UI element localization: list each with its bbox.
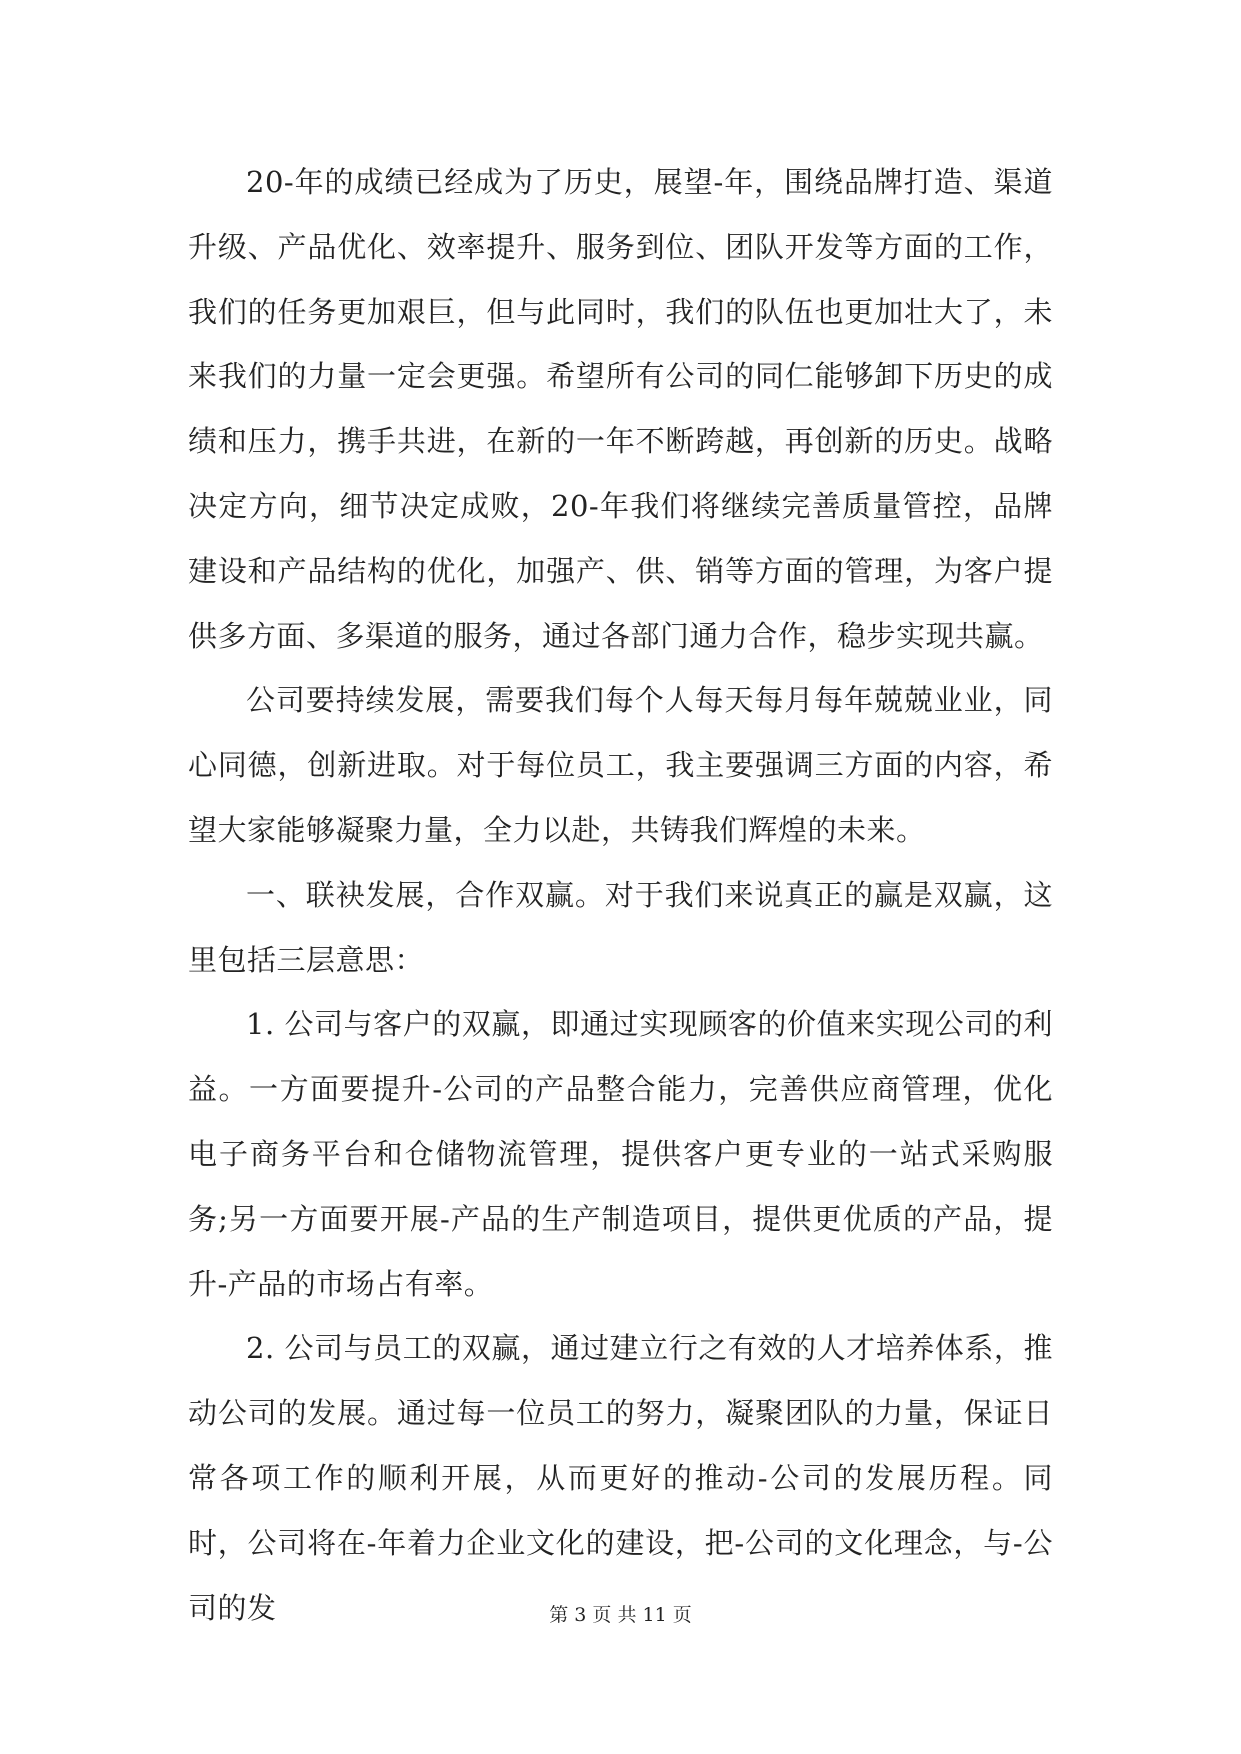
paragraph-3: 一、联袂发展，合作双赢。对于我们来说真正的赢是双赢，这里包括三层意思：	[188, 877, 1053, 977]
paragraph-5: 2. 公司与员工的双赢，通过建立行之有效的人才培养体系，推动公司的发展。通过每一位员工的努力，凝聚团队的力量，保证日常各项工作的顺利开展，从而更好的推动-公司的发展历程。同时，公司将在-年着力企业文化的建设，把-公司的文化理念，与-公司的发	[188, 1331, 1053, 1625]
body-text	[188, 150, 1053, 1640]
paragraph-2: 公司要持续发展，需要我们每个人每天每月每年兢兢业业，同心同德，创新进取。对于每位员工，我主要强调三方面的内容，希望大家能够凝聚力量，全力以赴，共铸我们辉煌的未来。	[188, 683, 1053, 847]
page-footer: 第 3 页 共 11 页	[549, 1604, 692, 1626]
paragraph-1: 20-年的成绩已经成为了历史，展望-年，围绕品牌打造、渠道升级、产品优化、效率提升、服务到位、团队开发等方面的工作，我们的任务更加艰巨，但与此同时，我们的队伍也更加壮大了，未来我们的力量一定会更强。希望所有公司的同仁能够卸下历史的成绩和压力，携手共进，在新的一年不断跨越，再创新的历史。战略决定方向，细节决定成败，20-年我们将继续完善质量管控，品牌建设和产品结构的优化，加强产、供、销等方面的管理，为客户提供多方面、多渠道的服务，通过各部门通力合作，稳步实现共赢。	[188, 165, 1053, 653]
paragraph-4: 1. 公司与客户的双赢，即通过实现顾客的价值来实现公司的利益。一方面要提升-公司的产品整合能力，完善供应商管理，优化电子商务平台和仓储物流管理，提供客户更专业的一站式采购服务;另一方面要开展-产品的生产制造项目，提供更优质的产品，提升-产品的市场占有率。	[188, 1007, 1053, 1301]
